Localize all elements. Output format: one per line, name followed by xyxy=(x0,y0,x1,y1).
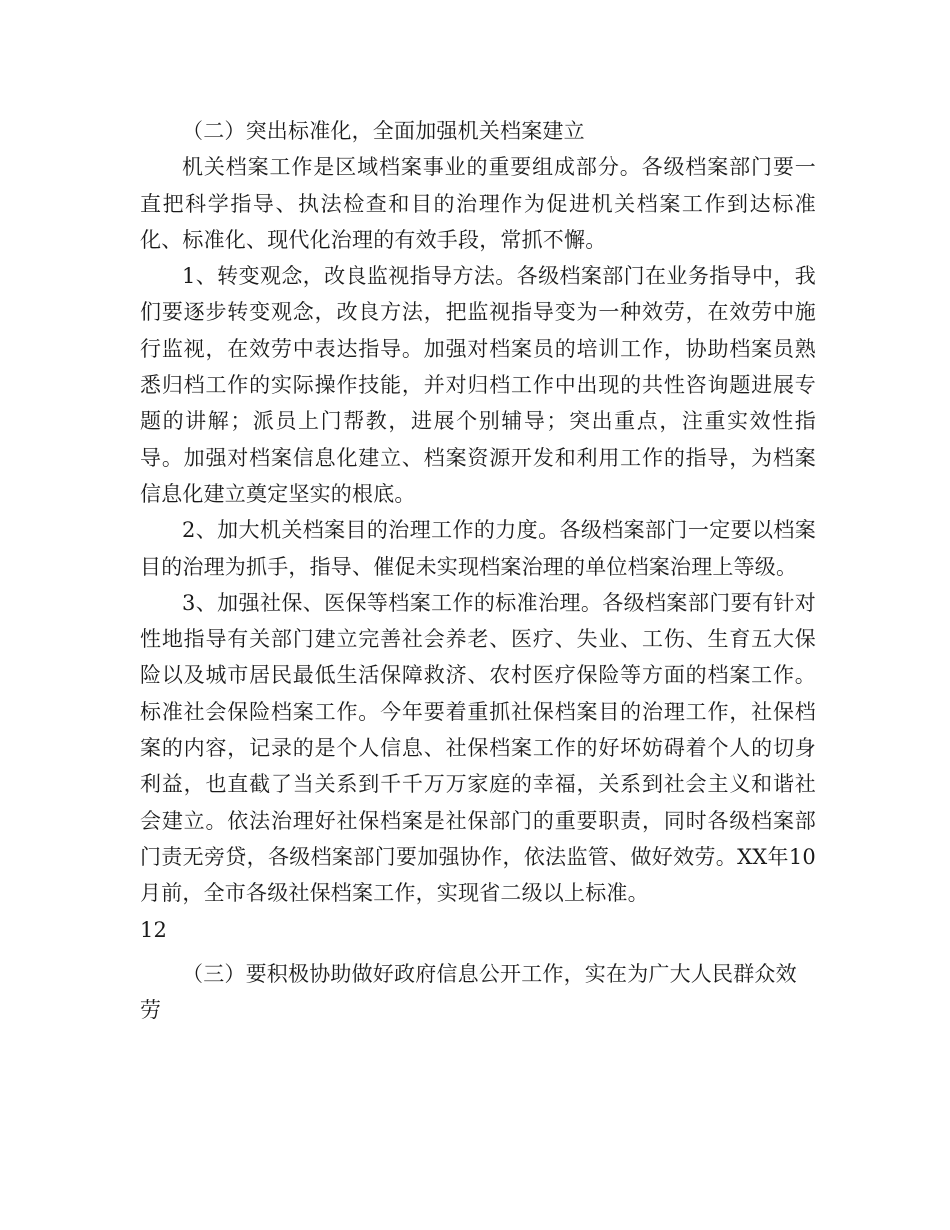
document-page xyxy=(140,113,816,1028)
section-three-heading: （三）要积极协助做好政府信息公开工作，实在为广大人民群众效劳 xyxy=(140,961,797,1023)
page-number: 12 xyxy=(140,917,168,942)
item-2-paragraph: 2、加大机关档案目的治理工作的力度。各级档案部门一定要以档案目的治理为抓手，指导、催促未实现档案治理的单位档案治理上等级。 xyxy=(140,518,816,579)
section-two-heading: （二）突出标准化，全面加强机关档案建立 xyxy=(182,119,585,143)
item-3-paragraph: 3、加强社保、医保等档案工作的标准治理。各级档案部门要有针对性地指导有关部门建立完善社会养老、医疗、失业、工伤、生育五大保险以及城市居民最低生活保障救济、农村医疗保险等方面的档案工作。标准社会保险档案工作。今年要着重抓社保档案目的治理工作，社保档案的内容，记录的是个人信息、社保档案工作的好坏妨碍着个人的切身利益，也直截了当关系到千千万万家庭的幸福，关系到社会主义和谐社会建立。依法治理好社保档案是社保部门的重要职责，同时各级档案部门责无旁贷，各级档案部门要加强协作，依法监管、做好效劳。XX年10月前，全市各级社保档案工作，实现省二级以上标准。 xyxy=(140,590,816,906)
item-1-paragraph: 1、转变观念，改良监视指导方法。各级档案部门在业务指导中，我们要逐步转变观念，改良方法，把监视指导变为一种效劳，在效劳中施行监视，在效劳中表达指导。加强对档案员的培训工作，协助档案员熟悉归档工作的实际操作技能，并对归档工作中出现的共性咨询题进展专题的讲解；派员上门帮教，进展个别辅导；突出重点，注重实效性指导。加强对档案信息化建立、档案资源开发和利用工作的指导，为档案信息化建立奠定坚实的根底。 xyxy=(140,264,816,506)
section-two-intro-paragraph: 机关档案工作是区域档案事业的重要组成部分。各级档案部门要一直把科学指导、执法检查和目的治理作为促进机关档案工作到达标准化、标准化、现代化治理的有效手段，常抓不懈。 xyxy=(140,155,816,252)
